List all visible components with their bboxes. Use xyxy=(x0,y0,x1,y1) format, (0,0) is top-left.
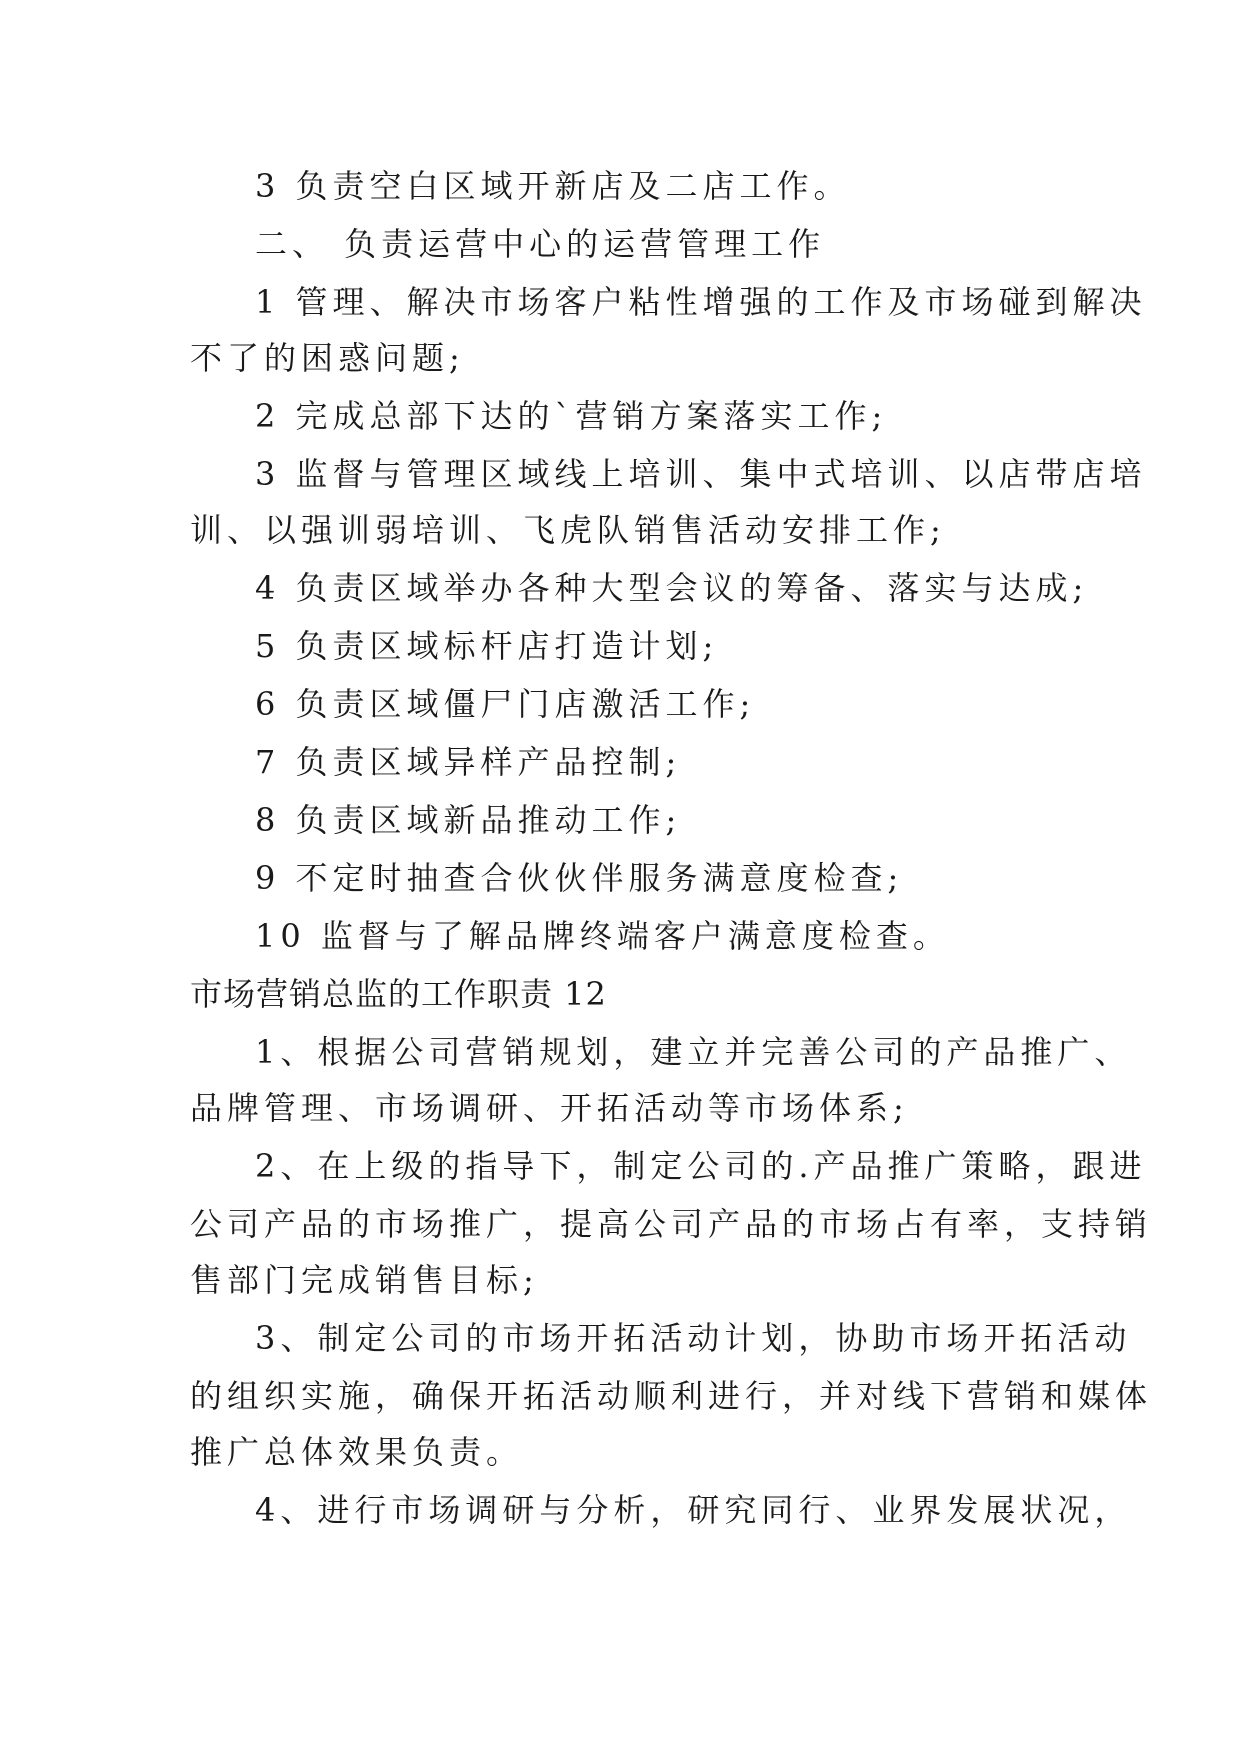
text-line: 9 不定时抽查合伙伙伴服务满意度检查; xyxy=(255,859,904,897)
text-line: 1、根据公司营销规划，建立并完善公司的产品推广、 xyxy=(255,1033,1132,1071)
text-line: 7 负责区域异样产品控制; xyxy=(255,743,682,781)
text-line: 3 监督与管理区域线上培训、集中式培训、以店带店培 xyxy=(255,455,1147,493)
text-line: 8 负责区域新品推动工作; xyxy=(255,801,682,839)
section-title: 市场营销总监的工作职责 12 xyxy=(190,975,607,1013)
text-line: 3、制定公司的市场开拓活动计划，协助市场开拓活动 xyxy=(255,1319,1132,1357)
text-line: 4、进行市场调研与分析，研究同行、业界发展状况， xyxy=(255,1491,1132,1529)
section-heading: 二、 负责运营中心的运营管理工作 xyxy=(255,225,826,263)
text-line: 2、在上级的指导下，制定公司的.产品推广策略，跟进 xyxy=(255,1147,1147,1185)
text-line: 训、以强训弱培训、飞虎队销售活动安排工作; xyxy=(190,511,946,549)
text-line: 1 管理、解决市场客户粘性增强的工作及市场碰到解决 xyxy=(255,283,1147,321)
text-line: 不了的困惑问题; xyxy=(190,339,465,377)
text-line: 10 监督与了解品牌终端客户满意度检查。 xyxy=(255,917,950,955)
text-line: 6 负责区域僵尸门店激活工作; xyxy=(255,685,756,723)
text-line: 公司产品的市场推广，提高公司产品的市场占有率，支持销 xyxy=(190,1205,1153,1243)
text-line: 的组织实施，确保开拓活动顺利进行，并对线下营销和媒体 xyxy=(190,1377,1153,1415)
text-line: 售部门完成销售目标; xyxy=(190,1261,539,1299)
text-line: 品牌管理、市场调研、开拓活动等市场体系; xyxy=(190,1089,909,1127)
text-line: 2 完成总部下达的`营销方案落实工作; xyxy=(255,397,888,435)
text-line: 3 负责空白区域开新店及二店工作。 xyxy=(255,167,851,205)
text-line: 推广总体效果负责。 xyxy=(190,1433,524,1471)
text-line: 5 负责区域标杆店打造计划; xyxy=(255,627,719,665)
text-line: 4 负责区域举办各种大型会议的筹备、落实与达成; xyxy=(255,569,1089,607)
